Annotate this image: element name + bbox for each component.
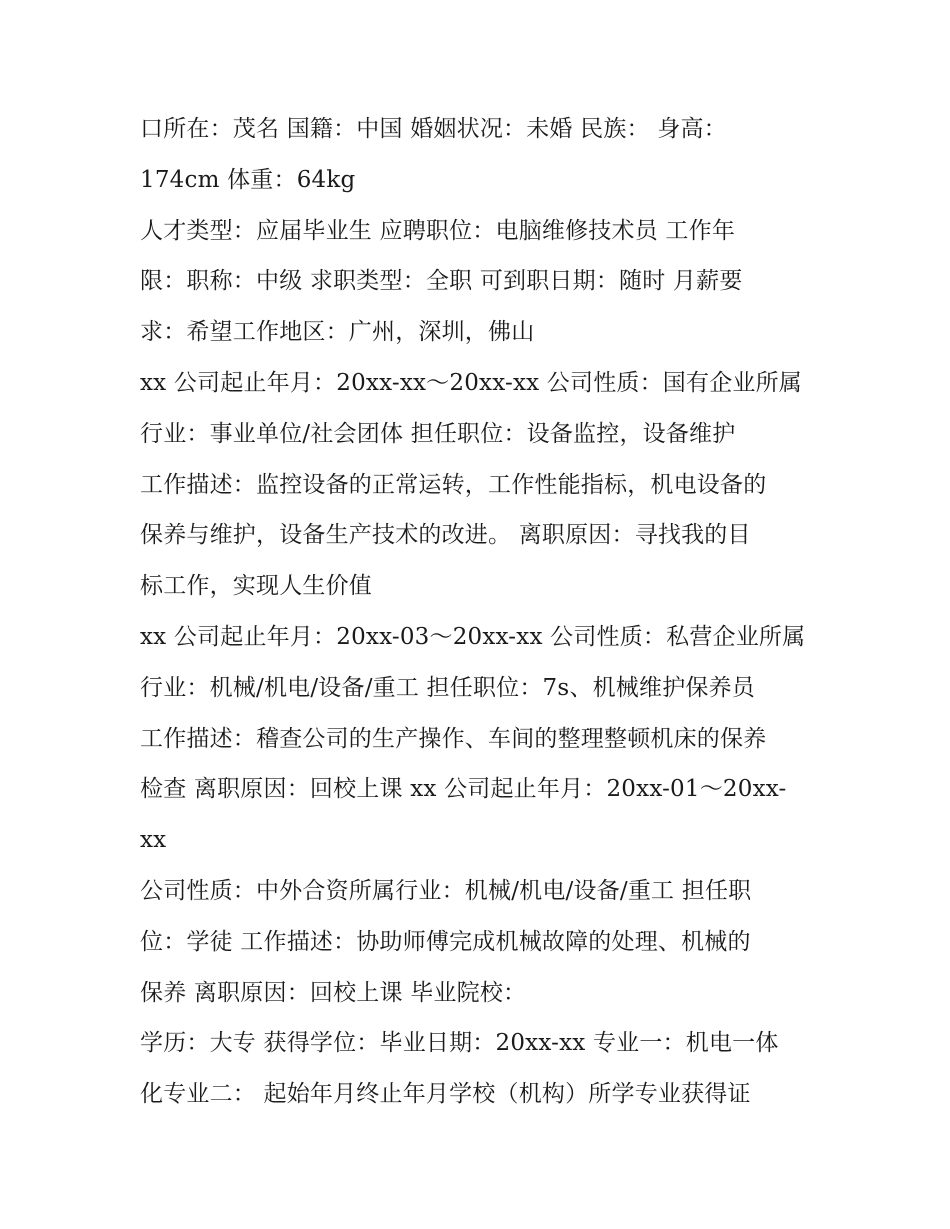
text-line: 工作描述：稽查公司的生产操作、车间的整理整顿机床的保养 (140, 725, 767, 752)
text-line: 位：学徒 工作描述：协助师傅完成机械故障的处理、机械的 (140, 928, 751, 955)
text-line: xx 公司起止年月：20xx-03～20xx-xx 公司性质：私营企业所属 (140, 623, 806, 650)
text-line: xx 公司起止年月：20xx-xx～20xx-xx 公司性质：国有企业所属 (140, 369, 803, 396)
text-line: 限：职称：中级 求职类型：全职 可到职日期：随时 月薪要 (140, 268, 743, 295)
text-line: 标工作，实现人生价值 (140, 573, 372, 600)
text-line: 保养与维护，设备生产技术的改进。 离职原因：寻找我的目 (140, 522, 751, 549)
text-line: 人才类型：应届毕业生 应聘职位：电脑维修技术员 工作年 (140, 217, 736, 244)
text-line: 学历：大专 获得学位：毕业日期：20xx-xx 专业一：机电一体 (140, 1030, 779, 1057)
text-line: 保养 离职原因：回校上课 毕业院校： (140, 979, 527, 1006)
text-line: 公司性质：中外合资所属行业：机械/机电/设备/重工 担任职 (140, 877, 752, 904)
text-line: xx (140, 827, 167, 854)
text-line: 求：希望工作地区：广州，深圳，佛山 (140, 319, 535, 346)
text-line: 行业：机械/机电/设备/重工 担任职位：7s、机械维护保养员 (140, 674, 755, 701)
text-line: 化专业二： 起始年月终止年月学校（机构）所学专业获得证 (140, 1081, 751, 1108)
text-line: 174cm 体重：64kg (140, 166, 356, 193)
text-line: 口所在：茂名 国籍：中国 婚姻状况：未婚 民族： 身高： (140, 116, 727, 142)
resume-text (140, 104, 830, 1120)
text-line: 工作描述：监控设备的正常运转，工作性能指标，机电设备的 (140, 471, 767, 498)
text-line: 检查 离职原因：回校上课 xx 公司起止年月：20xx-01～20xx- (140, 776, 787, 803)
text-line: 行业：事业单位/社会团体 担任职位：设备监控，设备维护 (140, 420, 736, 447)
